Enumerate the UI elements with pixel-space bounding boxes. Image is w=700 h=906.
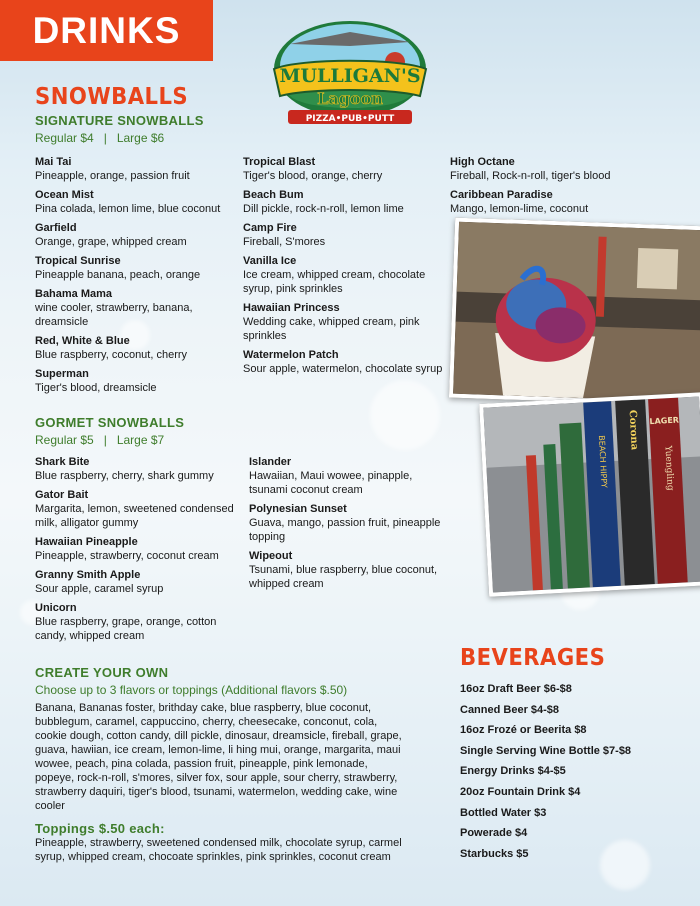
menu-item-desc: Sour apple, caramel syrup xyxy=(35,583,164,595)
menu-item xyxy=(243,301,443,343)
gormet-col-1 xyxy=(35,455,240,648)
menu-item xyxy=(35,367,235,395)
menu-item xyxy=(249,549,444,591)
menu-item-desc: Margarita, lemon, sweetened condensed milk, alligator gummy xyxy=(35,503,234,529)
menu-item xyxy=(249,455,444,497)
logo-sub: Lagoon xyxy=(317,89,383,108)
menu-item-name: Hawaiian Pineapple xyxy=(35,536,138,548)
menu-item-name: Red, White & Blue xyxy=(35,335,130,347)
signature-price: Regular $4 | Large $6 xyxy=(35,131,165,145)
snowball-photo xyxy=(449,218,700,407)
signature-col-2 xyxy=(243,155,443,381)
menu-item xyxy=(35,455,240,483)
menu-item xyxy=(35,221,235,249)
beverages-list xyxy=(460,682,690,867)
menu-item-name: Vanilla Ice xyxy=(243,255,297,267)
beverage-item: 20oz Fountain Drink $4 xyxy=(460,785,581,798)
menu-item xyxy=(243,221,443,249)
menu-item-desc: Blue raspberry, grape, orange, cotton candy, whipped cream xyxy=(35,616,217,642)
menu-item-name: Polynesian Sunset xyxy=(249,503,347,515)
menu-item xyxy=(35,155,235,183)
menu-item-name: Ocean Mist xyxy=(35,189,94,201)
menu-item-desc: Pineapple, orange, passion fruit xyxy=(35,170,190,182)
menu-item-name: Islander xyxy=(249,456,292,468)
gormet-price: Regular $5 | Large $7 xyxy=(35,433,165,447)
menu-item xyxy=(35,488,240,530)
menu-item-desc: Fireball, S'mores xyxy=(243,236,326,248)
beverage-item: 16oz Draft Beer $6-$8 xyxy=(460,683,572,695)
tap-label: Yuengling xyxy=(662,445,675,491)
menu-item xyxy=(35,568,240,596)
menu-item-desc: Ice cream, whipped cream, chocolate syrup, pink sprinkles xyxy=(243,269,426,295)
menu-item-name: Bahama Mama xyxy=(35,288,113,300)
tap-label: BEACH HIPPY xyxy=(596,435,609,489)
signature-title: SIGNATURE SNOWBALLS xyxy=(35,113,204,128)
menu-item-desc: Tiger's blood, dreamsicle xyxy=(35,382,157,394)
menu-item-name: Mai Tai xyxy=(35,156,72,168)
beverage-item: Single Serving Wine Bottle $7-$8 xyxy=(460,744,632,757)
menu-item-name: Tropical Blast xyxy=(243,156,316,168)
tap-label: LAGER xyxy=(649,415,680,427)
menu-item-name: Caribbean Paradise xyxy=(450,189,553,201)
menu-item-name: Gator Bait xyxy=(35,489,89,501)
mulligans-lagoon-logo xyxy=(270,14,430,129)
menu-item xyxy=(243,155,443,183)
menu-item xyxy=(243,254,443,296)
menu-item-desc: Wedding cake, whipped cream, pink sprinkles xyxy=(243,316,420,342)
menu-item xyxy=(35,254,235,282)
menu-item xyxy=(450,188,690,216)
menu-item-desc: Blue raspberry, coconut, cherry xyxy=(35,349,188,361)
menu-item-desc: Dill pickle, rock-n-roll, lemon lime xyxy=(243,203,404,215)
menu-item xyxy=(243,188,443,216)
beverage-item: 16oz Frozé or Beerita $8 xyxy=(460,724,587,737)
menu-item xyxy=(243,348,443,376)
signature-col-1 xyxy=(35,155,235,400)
gormet-title: GORMET SNOWBALLS xyxy=(35,415,185,430)
create-title: CREATE YOUR OWN xyxy=(35,665,169,680)
beverage-item: Energy Drinks $4-$5 xyxy=(460,765,566,778)
toppings-title: Toppings $.50 each: xyxy=(35,821,165,836)
menu-item xyxy=(249,502,444,544)
menu-item-desc: Guava, mango, passion fruit, pineapple topping xyxy=(249,517,441,543)
beer-taps-photo xyxy=(479,392,700,596)
gormet-col-2 xyxy=(249,455,444,596)
menu-item-name: Granny Smith Apple xyxy=(35,569,141,581)
menu-item-name: Beach Bum xyxy=(243,189,304,201)
menu-item-desc: Pineapple, strawberry, coconut cream xyxy=(35,550,219,562)
menu-item-desc: wine cooler, strawberry, banana, dreamsicle xyxy=(35,302,193,328)
toppings-list: Pineapple, strawberry, sweetened condensed milk, chocolate syrup, carmel syrup, whipped cream, chocoate sprinkles, pink sprinkles, coconut cream xyxy=(35,837,402,863)
menu-item xyxy=(35,287,235,329)
menu-item-desc: Tiger's blood, orange, cherry xyxy=(243,170,383,182)
menu-item-name: Tropical Sunrise xyxy=(35,255,121,267)
menu-item-name: Watermelon Patch xyxy=(243,349,339,361)
logo-name: MULLIGAN'S xyxy=(279,65,421,87)
menu-item xyxy=(35,535,240,563)
menu-item xyxy=(35,601,240,643)
menu-item-desc: Hawaiian, Maui wowee, pinapple, tsunami coconut cream xyxy=(249,470,413,496)
drinks-header: DRINKS xyxy=(0,0,213,61)
signature-col-3 xyxy=(450,155,690,221)
menu-item-name: Camp Fire xyxy=(243,222,297,234)
logo-tagline: PIZZA•PUB•PUTT xyxy=(305,114,395,124)
menu-item-name: Shark Bite xyxy=(35,456,90,468)
create-subtitle: Choose up to 3 flavors or toppings (Additional flavors $.50) xyxy=(35,683,348,697)
beverage-item: Starbucks $5 xyxy=(460,847,529,860)
menu-item xyxy=(35,334,235,362)
menu-item-name: High Octane xyxy=(450,156,515,168)
menu-item-name: Wipeout xyxy=(249,550,293,562)
menu-item-desc: Blue raspberry, cherry, shark gummy xyxy=(35,470,214,482)
bokeh-light xyxy=(370,380,440,450)
tap-label: Corona xyxy=(626,409,640,451)
menu-item-name: Garfield xyxy=(35,222,77,234)
menu-item-name: Superman xyxy=(35,368,89,380)
menu-item-desc: Orange, grape, whipped cream xyxy=(35,236,187,248)
menu-item-desc: Tsunami, blue raspberry, blue coconut, whipped cream xyxy=(249,564,438,590)
flavor-list: Banana, Bananas foster, brithday cake, blue raspberry, blue coconut, bubblegum, caramel, cappuccino, cherry, cheesecake, conconut, cola, cookie dough, cotton candy, dill pickle, dinosaur, dreamsicle, fireball, grape, guava, hawiian, ice cream, lemon-lime, li hing mui, orange, margarita, maui wowee, peach, pina colada, passion fruit, pineapple, pink lemonade, popeye, rock-n-roll, s'mores, silver fox, sour apple, sour cherry, strawberry, strawberry daquiri, tiger's blood, tsunami, watermelon, wedding cake, wine cooler xyxy=(35,702,402,812)
menu-item-desc: Fireball, Rock-n-roll, tiger's blood xyxy=(450,170,611,182)
menu-item xyxy=(450,155,690,183)
menu-item-name: Hawaiian Princess xyxy=(243,302,340,314)
menu-item-name: Unicorn xyxy=(35,602,77,614)
menu-item xyxy=(35,188,235,216)
beverage-item: Powerade $4 xyxy=(460,827,528,840)
menu-item-desc: Pineapple banana, peach, orange xyxy=(35,269,201,281)
beverages-title: BEVERAGES xyxy=(460,645,606,671)
menu-item-desc: Mango, lemon-lime, coconut xyxy=(450,203,589,215)
beverage-item: Bottled Water $3 xyxy=(460,806,547,819)
menu-item-desc: Pina colada, lemon lime, blue coconut xyxy=(35,203,221,215)
beverage-item: Canned Beer $4-$8 xyxy=(460,703,560,716)
menu-item-desc: Sour apple, watermelon, chocolate syrup xyxy=(243,363,443,375)
snowballs-title: SNOWBALLS xyxy=(35,84,189,110)
